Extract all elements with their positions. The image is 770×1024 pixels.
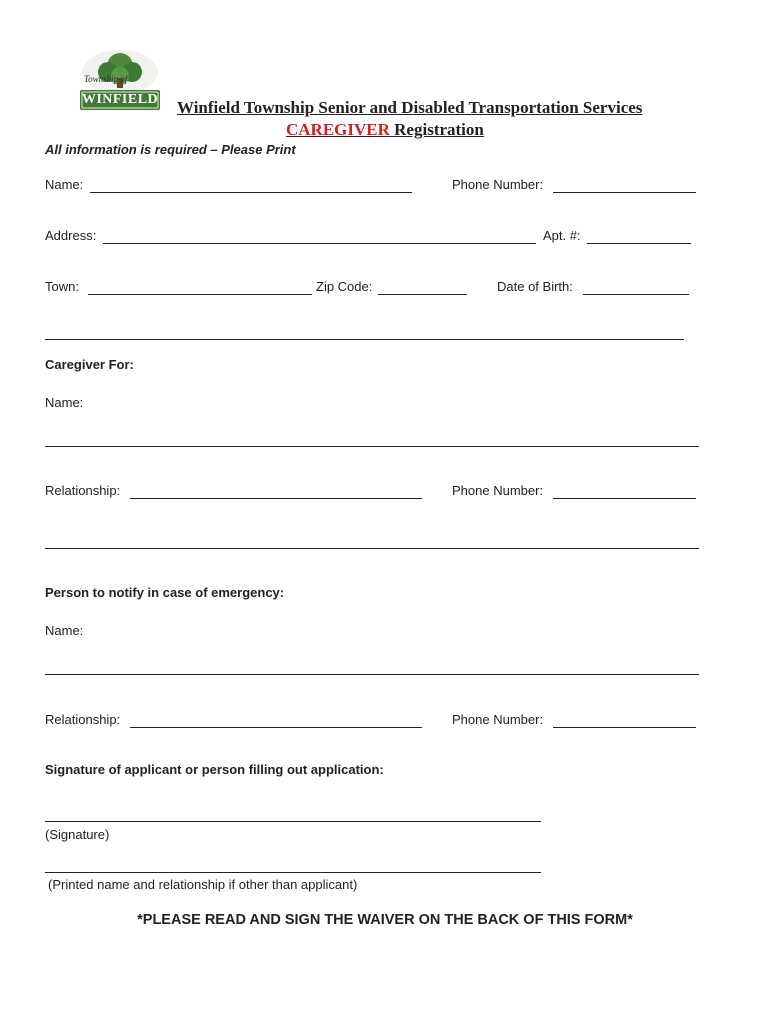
caregiver-word: CAREGIVER	[286, 120, 390, 139]
signature-caption: (Signature)	[45, 827, 110, 842]
apt-label: Apt. #:	[543, 228, 581, 243]
caregiver-name-label: Name:	[45, 395, 84, 410]
logo-script-text: Township of	[84, 74, 128, 84]
printed-name-line[interactable]	[45, 872, 541, 873]
applicant-name-label: Name:	[45, 177, 84, 192]
applicant-name-line[interactable]	[90, 192, 412, 193]
dob-label: Date of Birth:	[497, 279, 573, 294]
emergency-phone-line[interactable]	[553, 727, 696, 728]
caregiver-extra-line[interactable]	[45, 548, 699, 549]
signature-line[interactable]	[45, 821, 541, 822]
caregiver-relationship-label: Relationship:	[45, 483, 121, 498]
dob-line[interactable]	[583, 294, 689, 295]
applicant-phone-label: Phone Number:	[452, 177, 544, 192]
zip-label: Zip Code:	[316, 279, 373, 294]
emergency-heading: Person to notify in case of emergency:	[45, 585, 285, 600]
zip-line[interactable]	[378, 294, 467, 295]
township-logo	[74, 46, 166, 114]
form-subtitle	[286, 120, 484, 140]
caregiver-phone-label: Phone Number:	[452, 483, 544, 498]
emergency-relationship-line[interactable]	[130, 727, 422, 728]
emergency-phone-label: Phone Number:	[452, 712, 544, 727]
printed-name-caption: (Printed name and relationship if other than applicant)	[48, 877, 358, 892]
emergency-relationship-label: Relationship:	[45, 712, 121, 727]
applicant-phone-line[interactable]	[553, 192, 696, 193]
caregiver-name-line[interactable]	[45, 446, 699, 447]
section-divider	[45, 339, 684, 340]
town-label: Town:	[45, 279, 79, 294]
emergency-name-line[interactable]	[45, 674, 699, 675]
form-title: Winfield Township Senior and Disabled Transportation Services	[177, 98, 643, 117]
town-line[interactable]	[88, 294, 312, 295]
address-label: Address:	[45, 228, 97, 243]
emergency-name-label: Name:	[45, 623, 84, 638]
caregiver-relationship-line[interactable]	[130, 498, 422, 499]
instructions-text: All information is required – Please Print	[45, 142, 296, 157]
signature-heading: Signature of applicant or person filling out application:	[45, 762, 384, 777]
address-line[interactable]	[103, 243, 536, 244]
caregiver-phone-line[interactable]	[553, 498, 696, 499]
caregiver-for-heading: Caregiver For:	[45, 357, 134, 372]
logo-name-text: WINFIELD	[81, 92, 159, 107]
registration-word: Registration	[394, 120, 484, 139]
apt-line[interactable]	[587, 243, 691, 244]
waiver-notice: *PLEASE READ AND SIGN THE WAIVER ON THE BACK OF THIS FORM*	[137, 912, 633, 928]
